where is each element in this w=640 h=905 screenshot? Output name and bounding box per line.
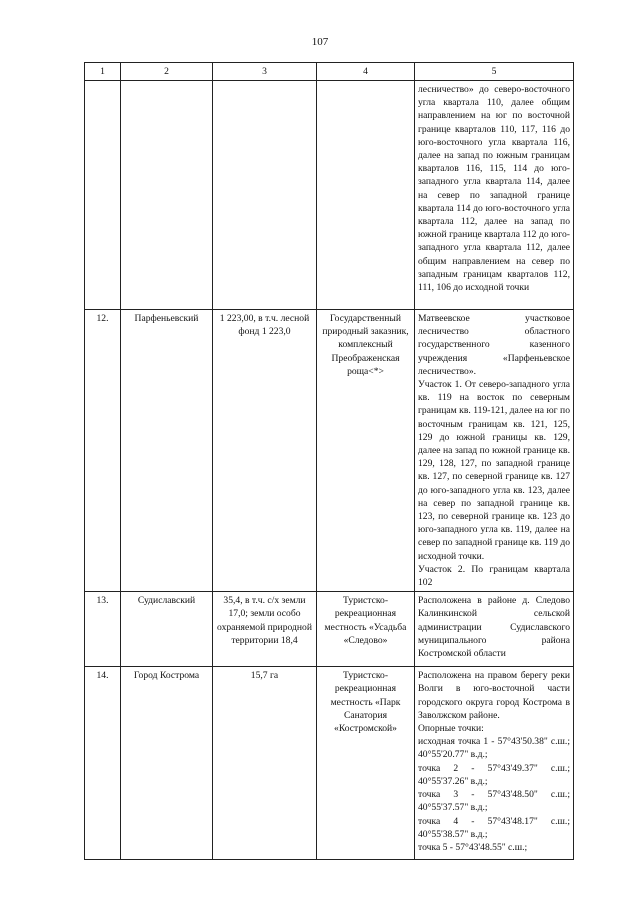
cell-name: Парфеньевский [121,310,213,592]
cell-area: 15,7 га [213,667,317,860]
cell-category: Государственный природный заказник, комплексный Преображенская роща<*> [317,310,415,592]
cell-category: Туристско-рекреационная местность «Парк Санатория «Костромской» [317,667,415,860]
cell-name: Город Кострома [121,667,213,860]
cell-description [415,310,574,592]
cell-name [121,81,213,310]
cell-area: 1 223,00, в т.ч. лесной фонд 1 223,0 [213,310,317,592]
cell-description: лесничество» до северо-восточного угла квартала 110, далее общим направлением на юг по восточной границе кварталов 110, 117, 116 до юго-восточного угла квартала 116, далее на запад по южным границам кварталов 116, 115, 114 до юго-западного угла квартала 114, далее на север по западной границе квартала 114 до юго-восточного угла квартала 112, далее на запад по южной границе квартала 112 до юго-западного угла квартала 112, далее общим направлением на север по западным границам кварталов 112, 111, 106 до исходной точки [415,81,574,310]
cell-num: 14. [85,667,121,860]
description-paragraph: Участок 2. По границам квартала 102 [418,563,570,589]
cell-description [415,592,574,667]
reference-point: точка 3 - 57°43'48.50" с.ш.; 40°55'37.57" в.д.; [418,789,570,814]
cell-description [415,667,574,860]
reference-point: точка 4 - 57°43'48.17" с.ш.; 40°55'38.57" в.д.; [418,815,570,840]
description-paragraph: Расположена на правом берегу реки Волги в юго-восточной части городского округа город Кострома в Заволжском районе. [418,670,570,721]
table-row-continuation [85,81,574,310]
description-paragraph: Расположена в районе д. Следово Калинкинской сельской администрации Судиславского муниципального района Костромской области [418,595,570,660]
page-number: 107 [311,36,329,48]
reference-point: точка 5 - 57°43'48.55" с.ш.; [418,841,528,853]
table-row [85,592,574,667]
reference-point: точка 2 - 57°43'49.37" с.ш.; 40°55'37.26" в.д.; [418,762,570,787]
column-header-1: 1 [85,63,121,81]
table-header-row [85,63,574,81]
cell-num: 12. [85,310,121,592]
protected-areas-table [84,62,574,860]
cell-name: Судиславский [121,592,213,667]
cell-area: 35,4, в т.ч. с/х земли 17,0; земли особо охраняемой природной территории 18,4 [213,592,317,667]
cell-category [317,81,415,310]
column-header-5: 5 [415,63,574,81]
table-row [85,667,574,860]
cell-num [85,81,121,310]
description-paragraph: Участок 1. От северо-западного угла кв. 119 на восток по северным границам кв. 119-121, далее на юг по восточным границам кв. 121, 125, 129 до южной границы кв. 129, далее на запад по южной границе кв. 129, 128, 127, по западной границе кв. 127, по северной границе кв. 127 до юго-западного угла кв. 123, далее на север по западной границе кв. 123, по северной границе кв. 123 до юго-западного угла кв. 119, далее на север по западной границе кв. 119 до исходной точки. [418,379,570,562]
reference-point: исходная точка 1 - 57°43'50.38" с.ш.; 40°55'20.77" в.д.; [418,736,570,761]
description-paragraph: Матвеевское участковое лесничество областного государственного казенного учреждения «Парфеньевское лесничество». [418,313,570,377]
column-header-3: 3 [213,63,317,81]
cell-num: 13. [85,592,121,667]
cell-category: Туристско-рекреационная местность «Усадьба «Следово» [317,592,415,667]
column-header-4: 4 [317,63,415,81]
reference-points-heading: Опорные точки: [418,723,484,735]
table-row [85,310,574,592]
cell-area [213,81,317,310]
column-header-2: 2 [121,63,213,81]
